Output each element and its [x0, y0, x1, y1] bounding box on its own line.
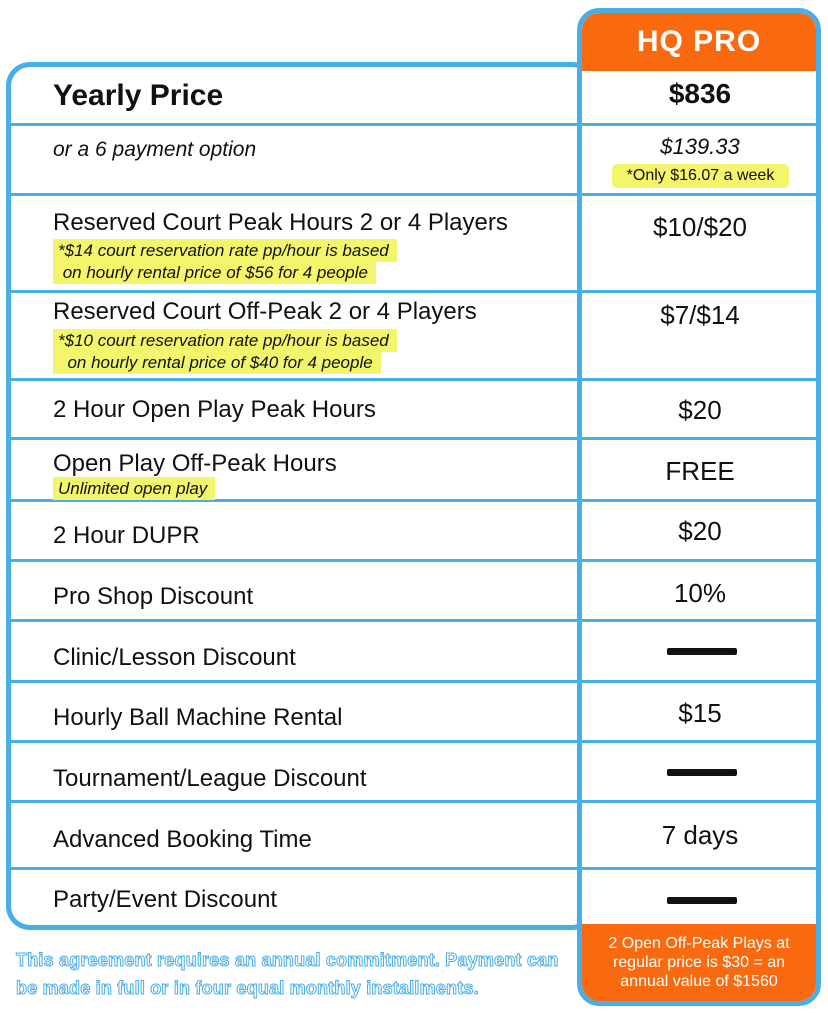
row-divider [8, 680, 816, 683]
row-divider [8, 800, 816, 803]
pro-shop-value: 10% [673, 578, 727, 608]
reserved-offpeak-note-1: *$10 court reservation rate pp/hour is based [53, 329, 397, 352]
payment-option-label: or a 6 payment option [53, 138, 257, 161]
row-divider [8, 867, 816, 870]
row-divider [8, 740, 816, 743]
open-play-peak-value: $20 [678, 395, 722, 425]
ball-machine-value: $15 [678, 698, 722, 728]
plan-footer-note: 2 Open Off-Peak Plays at regular price is $30 = an annual value of $1560 [582, 924, 816, 1001]
dupr-value: $20 [678, 516, 722, 546]
open-play-offpeak-note: Unlimited open play [53, 477, 215, 500]
agreement-disclaimer: This agreement requires an annual commitment. Payment can be made in full or in four equal monthly installments. [16, 950, 559, 998]
reserved-offpeak-label: Reserved Court Off-Peak 2 or 4 Players [53, 298, 477, 325]
open-play-peak-label: 2 Hour Open Play Peak Hours [53, 396, 376, 423]
reserved-peak-note-2: on hourly rental price of $56 for 4 people [53, 261, 376, 284]
row-divider [8, 193, 816, 196]
booking-label: Advanced Booking Time [53, 826, 312, 853]
payment-option-value: $139.33 [660, 134, 740, 159]
open-play-offpeak-label: Open Play Off-Peak Hours [53, 450, 337, 477]
reserved-offpeak-value: $7/$14 [660, 300, 740, 330]
yearly-price-value: $836 [668, 78, 732, 109]
tournament-label: Tournament/League Discount [53, 765, 367, 792]
reserved-peak-note-1: *$14 court reservation rate pp/hour is based [53, 239, 397, 262]
reserved-peak-label: Reserved Court Peak Hours 2 or 4 Players [53, 209, 508, 236]
reserved-offpeak-note-2: on hourly rental price of $40 for 4 people [53, 351, 381, 374]
dupr-label: 2 Hour DUPR [53, 522, 200, 549]
pro-shop-label: Pro Shop Discount [53, 583, 254, 610]
party-label: Party/Event Discount [53, 886, 278, 913]
row-divider [8, 559, 816, 562]
row-divider [8, 437, 816, 440]
row-divider [8, 290, 816, 293]
clinic-not-included-dash [667, 648, 737, 655]
weekly-cost-note: *Only $16.07 a week [612, 164, 789, 188]
tournament-not-included-dash [667, 769, 737, 776]
row-divider [8, 378, 816, 381]
clinic-label: Clinic/Lesson Discount [53, 644, 296, 671]
row-divider [8, 619, 816, 622]
yearly-price-label: Yearly Price [53, 79, 224, 112]
booking-value: 7 days [661, 820, 739, 850]
ball-machine-label: Hourly Ball Machine Rental [53, 704, 343, 731]
party-not-included-dash [667, 897, 737, 904]
row-divider [8, 123, 816, 126]
plan-name-header: HQ PRO [582, 13, 816, 71]
open-play-offpeak-value: FREE [665, 456, 735, 486]
reserved-peak-value: $10/$20 [653, 212, 747, 242]
